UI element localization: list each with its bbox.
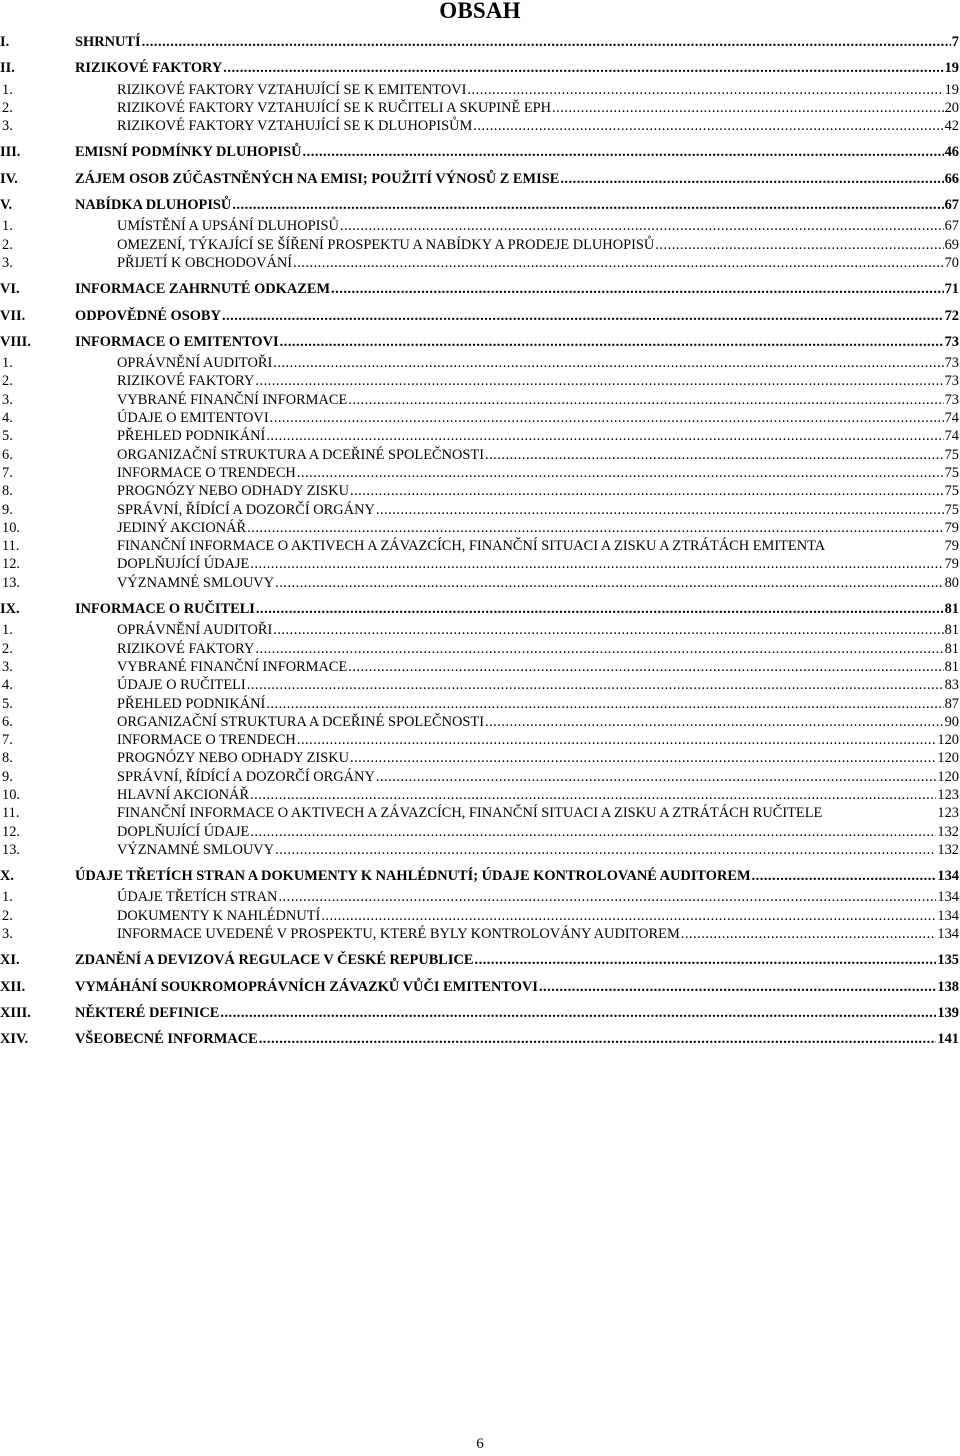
toc-entry[interactable] [0, 804, 960, 822]
toc-entry-number: 2. [2, 640, 13, 657]
toc-entry[interactable] [0, 354, 960, 372]
toc-entry-label[interactable]: ZDANĚNÍ A DEVIZOVÁ REGULACE V ČESKÉ REPUBLICE [75, 952, 474, 969]
toc-entry[interactable] [0, 867, 960, 885]
toc-entry-page: 134 [937, 907, 959, 924]
dot-leader [331, 280, 944, 298]
toc-entry[interactable] [0, 658, 960, 676]
toc-entry[interactable] [0, 676, 960, 694]
toc-entry-page: 67 [944, 218, 959, 235]
dot-leader [266, 427, 943, 445]
dot-leader [297, 731, 937, 749]
toc-entry-page: 75 [944, 464, 959, 481]
toc-entry-label[interactable]: HLAVNÍ AKCIONÁŘ [117, 786, 250, 803]
dot-leader [142, 33, 951, 51]
toc-entry[interactable] [0, 196, 960, 214]
toc-entry[interactable] [0, 978, 960, 996]
page-number: 6 [476, 1436, 484, 1452]
toc-entry[interactable] [0, 333, 960, 351]
dot-leader [222, 307, 944, 325]
toc-entry-page: 73 [944, 391, 959, 408]
dot-leader [348, 658, 943, 676]
toc-entry-label[interactable]: DOPLŇUJÍCÍ ÚDAJE [117, 556, 250, 573]
toc-entry-label[interactable]: FINANČNÍ INFORMACE O AKTIVECH A ZÁVAZCÍCH, FINANČNÍ SITUACI A ZISKU A ZTRÁTÁCH EMITENTA [117, 538, 826, 555]
toc-entry-number: II. [0, 60, 15, 77]
toc-entry-number: 11. [2, 805, 20, 822]
toc-entry[interactable] [0, 217, 960, 235]
dot-leader [232, 196, 943, 214]
toc-entry-label[interactable]: PŘIJETÍ K OBCHODOVÁNÍ [117, 254, 293, 271]
toc-entry-label[interactable]: ÚDAJE TŘETÍCH STRAN [117, 889, 278, 906]
dot-leader [255, 640, 943, 658]
dot-leader [539, 978, 936, 996]
dot-leader [340, 217, 944, 235]
toc-entry-number: 4. [2, 410, 13, 427]
toc-entry[interactable] [0, 600, 960, 618]
toc-entry-page: 90 [944, 713, 959, 730]
toc-entry-page: 134 [937, 889, 959, 906]
toc-entry-label[interactable]: VYBRANÉ FINANČNÍ INFORMACE [117, 391, 348, 408]
dot-leader [485, 446, 944, 464]
toc-entry[interactable] [0, 713, 960, 731]
toc-entry[interactable] [0, 823, 960, 841]
dot-leader [250, 555, 943, 573]
toc-entry[interactable] [0, 236, 960, 254]
toc-entry-number: 8. [2, 750, 13, 767]
toc-entry-label[interactable]: INFORMACE O RUČITELI [75, 601, 255, 618]
toc-entry[interactable] [0, 446, 960, 464]
toc-entry-number: IX. [0, 601, 20, 618]
toc-entry-page: 69 [944, 236, 959, 253]
toc-entry[interactable] [0, 81, 960, 99]
toc-entry-page: 81 [944, 640, 959, 657]
toc-entry-label[interactable]: ODPOVĚDNÉ OSOBY [75, 307, 221, 324]
toc-entry-label[interactable]: ÚDAJE TŘETÍCH STRAN A DOKUMENTY K NAHLÉDNUTÍ; ÚDAJE KONTROLOVANÉ AUDITOREM [75, 868, 751, 885]
toc-entry-number: 10. [2, 519, 20, 536]
toc-entry-label[interactable]: INFORMACE UVEDENÉ V PROSPEKTU, KTERÉ BYLY KONTROLOVÁNY AUDITOREM [117, 926, 680, 943]
toc-entry[interactable] [0, 1030, 960, 1048]
toc-entry[interactable] [0, 33, 960, 51]
toc-entry-number: XIV. [0, 1031, 29, 1048]
toc-entry-page: 123 [937, 786, 959, 803]
toc-entry-label[interactable]: PROGNÓZY NEBO ODHADY ZISKU [117, 750, 349, 767]
dot-leader [348, 391, 943, 409]
dot-leader [250, 823, 936, 841]
toc-entry[interactable] [0, 907, 960, 925]
toc-entry[interactable] [0, 501, 960, 519]
toc-entry-page: 67 [944, 197, 959, 214]
toc-entry-label[interactable]: ÚDAJE O EMITENTOVI [117, 410, 269, 427]
toc-entry-number: 3. [2, 254, 13, 271]
toc-entry-number: 3. [2, 391, 13, 408]
toc-entry-number: XI. [0, 952, 20, 969]
toc-entry-number: 12. [2, 823, 20, 840]
toc-entry-number: 10. [2, 786, 20, 803]
toc-entry-number: 5. [2, 695, 13, 712]
toc-entry-page: 19 [944, 60, 959, 77]
toc-entry-page: 80 [944, 574, 959, 591]
toc-entry-number: 9. [2, 501, 13, 518]
dot-leader [270, 409, 944, 427]
toc-entry-label[interactable]: OPRÁVNĚNÍ AUDITOŘI [117, 622, 273, 639]
toc-entry-label[interactable]: OPRÁVNĚNÍ AUDITOŘI [117, 355, 273, 372]
toc-entry-label[interactable]: INFORMACE O TRENDECH [117, 464, 296, 481]
toc-entry-page: 83 [944, 677, 959, 694]
toc-entry-label[interactable]: VYBRANÉ FINANČNÍ INFORMACE [117, 658, 348, 675]
toc-entry[interactable] [0, 427, 960, 445]
toc-entry[interactable] [0, 482, 960, 500]
toc-entry-page: 73 [944, 333, 959, 350]
toc-entry[interactable] [0, 574, 960, 592]
toc-entry-number: 13. [2, 841, 20, 858]
dot-leader [275, 841, 936, 859]
dot-leader [350, 749, 936, 767]
toc-entry-label[interactable]: RIZIKOVÉ FAKTORY [117, 640, 255, 657]
toc-entry-number: 3. [2, 658, 13, 675]
toc-entry-page: 123 [937, 805, 959, 822]
dot-leader [350, 482, 944, 500]
toc-entry-page: 19 [944, 81, 959, 98]
toc-entry-label[interactable]: ORGANIZAČNÍ STRUKTURA A DCEŘINÉ SPOLEČNOSTI [117, 713, 484, 730]
toc-entry-page: 120 [937, 768, 959, 785]
dot-leader [247, 519, 943, 537]
toc-entry-page: 75 [944, 501, 959, 518]
toc-entry-page: 79 [944, 519, 959, 536]
toc-entry-number: 2. [2, 373, 13, 390]
dot-leader [376, 768, 937, 786]
dot-leader [273, 354, 943, 372]
toc-entry[interactable] [0, 143, 960, 161]
toc-entry-number: XII. [0, 978, 26, 995]
toc-entry-number: 3. [2, 926, 13, 943]
toc-entry-number: 6. [2, 713, 13, 730]
toc-entry-number: IV. [0, 170, 18, 187]
toc-entry-page: 79 [944, 538, 959, 555]
toc-entry-page: 81 [944, 622, 959, 639]
dot-leader [256, 600, 944, 618]
toc-entry-page: 70 [944, 254, 959, 271]
toc-entry-label[interactable]: VŠEOBECNÉ INFORMACE [75, 1031, 258, 1048]
toc-entry-label[interactable]: VÝZNAMNÉ SMLOUVY [117, 574, 275, 591]
toc-entry-number: 7. [2, 464, 13, 481]
toc-entry-label[interactable]: SPRÁVNÍ, ŘÍDÍCÍ A DOZORČÍ ORGÁNY [117, 501, 375, 518]
toc-entry-number: 1. [2, 355, 13, 372]
dot-leader [321, 907, 936, 925]
toc-entry-number: V. [0, 197, 13, 214]
dot-leader [250, 786, 936, 804]
toc-entry-page: 42 [944, 118, 959, 135]
toc-entry-page: 132 [937, 823, 959, 840]
toc-entry-label[interactable]: JEDINÝ AKCIONÁŘ [117, 519, 247, 536]
toc-entry[interactable] [0, 519, 960, 537]
toc-entry-number: I. [0, 34, 10, 50]
dot-leader [303, 143, 944, 161]
toc-entry-number: 11. [2, 538, 20, 555]
toc-entry-page: 72 [944, 307, 959, 324]
toc-entry[interactable] [0, 786, 960, 804]
toc-entry-label[interactable]: EMISNÍ PODMÍNKY DLUHOPISŮ [75, 144, 302, 161]
dot-leader [273, 621, 943, 639]
dot-leader [467, 81, 943, 99]
toc-entry-page: 120 [937, 732, 959, 749]
toc-entry[interactable] [0, 537, 960, 555]
page-title: OBSAH [439, 0, 521, 23]
toc-entry-number: 3. [2, 118, 13, 135]
toc-entry[interactable] [0, 59, 960, 77]
toc-entry-page: 46 [944, 144, 959, 161]
toc-entry-label[interactable]: OMEZENÍ, TÝKAJÍCÍ SE ŠÍŘENÍ PROSPEKTU A NABÍDKY A PRODEJE DLUHOPISŮ [117, 236, 655, 253]
toc-entry-label[interactable]: FINANČNÍ INFORMACE O AKTIVECH A ZÁVAZCÍCH, FINANČNÍ SITUACI A ZISKU A ZTRÁTÁCH RUČITELE [117, 805, 823, 822]
toc-entry-page: 138 [937, 978, 959, 995]
toc-entry-label[interactable]: RIZIKOVÉ FAKTORY VZTAHUJÍCÍ SE K DLUHOPISŮM [117, 118, 473, 135]
toc-entry-page: 20 [944, 99, 959, 116]
toc-entry[interactable] [0, 1004, 960, 1022]
toc-entry[interactable] [0, 170, 960, 188]
toc-entry-label[interactable]: UMÍSTĚNÍ A UPSÁNÍ DLUHOPISŮ [117, 218, 339, 235]
toc-entry[interactable] [0, 621, 960, 639]
toc-entry-number: III. [0, 144, 21, 161]
dot-leader [293, 254, 944, 272]
toc-entry[interactable] [0, 372, 960, 390]
dot-leader [278, 888, 936, 906]
toc-entry-number: 13. [2, 574, 20, 591]
toc-entry-page: 141 [937, 1031, 959, 1048]
table-of-contents [0, 33, 960, 1049]
toc-entry[interactable] [0, 280, 960, 298]
toc-entry[interactable] [0, 749, 960, 767]
dot-leader [560, 170, 943, 188]
dot-leader [280, 333, 944, 351]
dot-leader [220, 1004, 936, 1022]
toc-entry-label[interactable]: ÚDAJE O RUČITELI [117, 677, 246, 694]
toc-entry-label[interactable]: SHRNUTÍ [75, 34, 141, 50]
dot-leader [259, 1030, 937, 1048]
toc-entry-number: 1. [2, 622, 13, 639]
dot-leader [485, 713, 944, 731]
toc-entry-page: 134 [937, 868, 959, 885]
toc-entry[interactable] [0, 254, 960, 272]
dot-leader [297, 464, 944, 482]
toc-entry[interactable] [0, 925, 960, 943]
toc-entry-page: 74 [944, 428, 959, 445]
toc-entry-page: 120 [937, 750, 959, 767]
dot-leader [552, 99, 944, 117]
toc-entry[interactable] [0, 640, 960, 658]
toc-entry-label[interactable]: RIZIKOVÉ FAKTORY VZTAHUJÍCÍ SE K EMITENTOVI [117, 81, 467, 98]
toc-entry[interactable] [0, 117, 960, 135]
toc-entry-label[interactable]: INFORMACE O TRENDECH [117, 732, 296, 749]
toc-entry[interactable] [0, 695, 960, 713]
toc-entry-number: 9. [2, 768, 13, 785]
toc-entry-page: 81 [944, 601, 959, 618]
toc-entry-page: 71 [944, 281, 959, 298]
toc-entry-page: 79 [944, 556, 959, 573]
toc-entry[interactable] [0, 464, 960, 482]
toc-entry-label[interactable]: INFORMACE O EMITENTOVI [75, 333, 279, 350]
toc-entry-number: 2. [2, 99, 13, 116]
toc-entry[interactable] [0, 888, 960, 906]
toc-entry[interactable] [0, 391, 960, 409]
toc-entry-label[interactable]: ORGANIZAČNÍ STRUKTURA A DCEŘINÉ SPOLEČNOSTI [117, 446, 484, 463]
dot-leader [473, 117, 943, 135]
toc-entry[interactable] [0, 768, 960, 786]
toc-entry[interactable] [0, 409, 960, 427]
toc-entry-number: VI. [0, 281, 20, 298]
toc-entry-label[interactable]: ZÁJEM OSOB ZÚČASTNĚNÝCH NA EMISI; POUŽITÍ VÝNOSŮ Z EMISE [75, 170, 560, 187]
toc-entry-page: 75 [944, 446, 959, 463]
toc-entry-page: 74 [944, 410, 959, 427]
toc-entry-number: 1. [2, 218, 13, 235]
toc-entry-page: 135 [937, 952, 959, 969]
toc-entry-page: 132 [937, 841, 959, 858]
toc-entry-number: 12. [2, 556, 20, 573]
toc-entry-page: 7 [951, 34, 959, 50]
toc-entry[interactable] [0, 951, 960, 969]
toc-entry-page: 73 [944, 355, 959, 372]
toc-entry-label[interactable]: DOPLŇUJÍCÍ ÚDAJE [117, 823, 250, 840]
toc-entry-label[interactable]: SPRÁVNÍ, ŘÍDÍCÍ A DOZORČÍ ORGÁNY [117, 768, 375, 785]
toc-entry-number: 2. [2, 236, 13, 253]
toc-entry[interactable] [0, 841, 960, 859]
toc-entry-number: X. [0, 868, 14, 885]
toc-entry-number: 6. [2, 446, 13, 463]
toc-entry-label[interactable]: VYMÁHÁNÍ SOUKROMOPRÁVNÍCH ZÁVAZKŮ VŮČI EMITENTOVI [75, 978, 538, 995]
dot-leader [223, 59, 943, 77]
toc-entry-page: 87 [944, 695, 959, 712]
dot-leader [475, 951, 937, 969]
dot-leader [266, 695, 943, 713]
toc-entry-label[interactable]: DOKUMENTY K NAHLÉDNUTÍ [117, 907, 321, 924]
toc-entry-label[interactable]: RIZIKOVÉ FAKTORY VZTAHUJÍCÍ SE K RUČITELI A SKUPINĚ EPH [117, 99, 552, 116]
toc-entry[interactable] [0, 555, 960, 573]
toc-entry-label[interactable]: NĚKTERÉ DEFINICE [75, 1004, 220, 1021]
toc-entry-page: 75 [944, 483, 959, 500]
toc-entry-label[interactable]: PŘEHLED PODNIKÁNÍ [117, 428, 266, 445]
toc-entry-page: 139 [937, 1004, 959, 1021]
dot-leader [247, 676, 944, 694]
toc-entry-label[interactable]: RIZIKOVÉ FAKTORY [75, 60, 223, 77]
toc-entry[interactable] [0, 731, 960, 749]
dot-leader [255, 372, 943, 390]
toc-entry-number: 2. [2, 907, 13, 924]
toc-entry-number: VIII. [0, 333, 31, 350]
toc-entry[interactable] [0, 99, 960, 117]
dot-leader [752, 867, 937, 885]
toc-entry-label[interactable]: NABÍDKA DLUHOPISŮ [75, 197, 232, 214]
dot-leader [655, 236, 943, 254]
toc-entry-label[interactable]: RIZIKOVÉ FAKTORY [117, 373, 255, 390]
toc-entry-page: 73 [944, 373, 959, 390]
toc-entry[interactable] [0, 307, 960, 325]
toc-entry-page: 134 [937, 926, 959, 943]
dot-leader [681, 925, 937, 943]
toc-entry-number: 4. [2, 677, 13, 694]
toc-entry-page: 66 [944, 170, 959, 187]
toc-entry-label[interactable]: PŘEHLED PODNIKÁNÍ [117, 695, 266, 712]
toc-entry-label[interactable]: PROGNÓZY NEBO ODHADY ZISKU [117, 483, 349, 500]
toc-entry-page: 81 [944, 658, 959, 675]
toc-entry-label[interactable]: VÝZNAMNÉ SMLOUVY [117, 841, 275, 858]
toc-entry-number: 1. [2, 81, 13, 98]
toc-entry-number: XIII. [0, 1004, 31, 1021]
toc-entry-number: 5. [2, 428, 13, 445]
toc-entry-number: 7. [2, 732, 13, 749]
dot-leader [376, 501, 944, 519]
toc-entry-number: VII. [0, 307, 26, 324]
toc-entry-number: 1. [2, 889, 13, 906]
dot-leader [275, 574, 944, 592]
toc-entry-label[interactable]: INFORMACE ZAHRNUTÉ ODKAZEM [75, 281, 331, 298]
toc-entry-number: 8. [2, 483, 13, 500]
